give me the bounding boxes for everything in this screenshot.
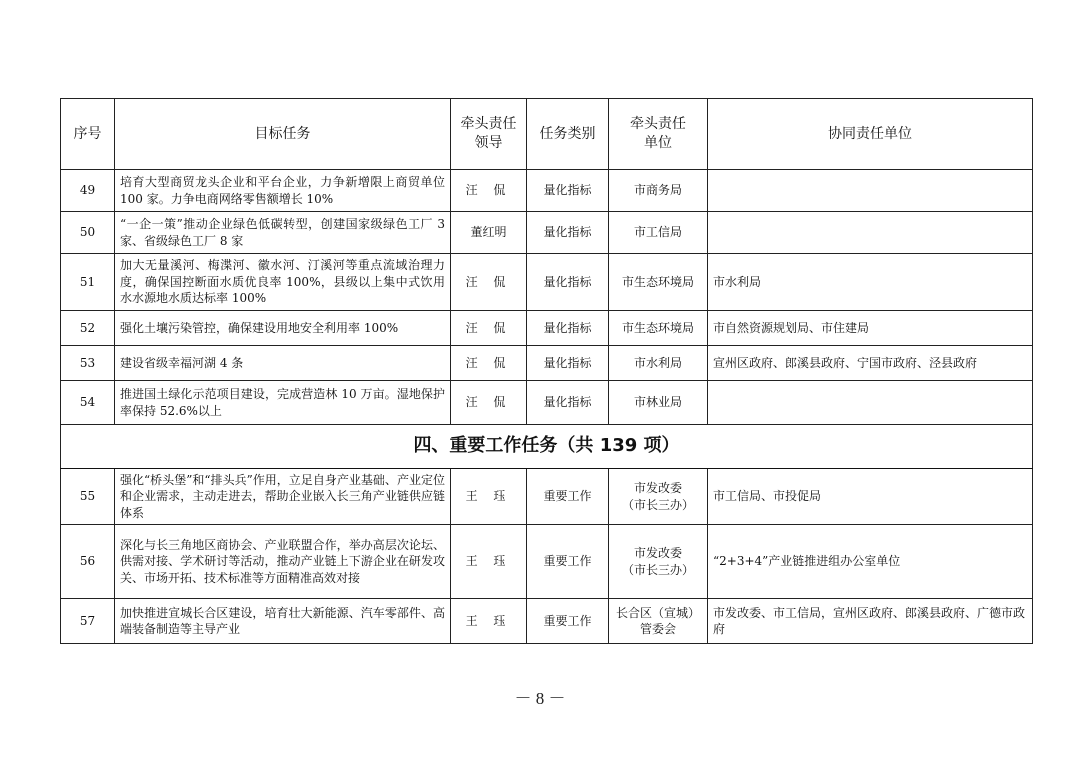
row-seq: 53	[61, 346, 115, 381]
row-cooperate: 市自然资源规划局、市住建局	[708, 311, 1033, 346]
row-unit-line2: （市长三办）	[621, 562, 694, 577]
row-leader: 王 珏	[451, 469, 527, 525]
header-seq: 序号	[61, 99, 115, 170]
row-unit: 市商务局	[609, 170, 708, 212]
table-row	[61, 311, 1033, 346]
row-type: 重要工作	[527, 599, 609, 644]
row-type: 量化指标	[527, 346, 609, 381]
row-seq: 57	[61, 599, 115, 644]
header-leader-line2: 领导	[474, 135, 503, 151]
row-task: 深化与长三角地区商协会、产业联盟合作，举办高层次论坛、供需对接、学术研讨等活动，推动产业链上下游企业在研发攻关、市场开拓、技术标准等方面精准高效对接	[115, 525, 451, 599]
row-seq: 50	[61, 212, 115, 254]
header-leader	[451, 99, 527, 170]
table-row	[61, 525, 1033, 599]
task-table	[60, 98, 1033, 644]
row-unit	[609, 469, 708, 525]
header-task: 目标任务	[115, 99, 451, 170]
row-leader: 王 珏	[451, 599, 527, 644]
row-leader: 汪 侃	[451, 346, 527, 381]
row-seq: 49	[61, 170, 115, 212]
row-task: 加大无量溪河、梅渫河、徽水河、汀溪河等重点流域治理力度，确保国控断面水质优良率 100%，县级以上集中式饮用水水源地水质达标率 100%	[115, 254, 451, 311]
row-cooperate: 市发改委、市工信局，宣州区政府、郎溪县政府、广德市政府	[708, 599, 1033, 644]
row-unit-line2: （市长三办）	[621, 497, 694, 512]
row-seq: 54	[61, 381, 115, 425]
row-leader: 汪 侃	[451, 311, 527, 346]
row-task: 加快推进宣城长合区建设，培育壮大新能源、汽车零部件、高端装备制造等主导产业	[115, 599, 451, 644]
table-header-row	[61, 99, 1033, 170]
row-seq: 51	[61, 254, 115, 311]
row-type: 量化指标	[527, 170, 609, 212]
table-row	[61, 381, 1033, 425]
table-row	[61, 170, 1033, 212]
row-leader: 王 珏	[451, 525, 527, 599]
row-leader: 汪 侃	[451, 170, 527, 212]
row-seq: 55	[61, 469, 115, 525]
row-cooperate	[708, 381, 1033, 425]
row-cooperate: “2+3+4”产业链推进组办公室单位	[708, 525, 1033, 599]
row-task: 强化土壤污染管控，确保建设用地安全利用率 100%	[115, 311, 451, 346]
row-cooperate: 市水利局	[708, 254, 1033, 311]
section-title: 四、重要工作任务（共 139 项）	[61, 425, 1033, 469]
row-task: 建设省级幸福河湖 4 条	[115, 346, 451, 381]
row-unit	[609, 599, 708, 644]
page-number: － 8 －	[514, 689, 566, 708]
row-task: 强化“桥头堡”和“排头兵”作用，立足自身产业基础、产业定位和企业需求，主动走进去，帮助企业嵌入长三角产业链供应链体系	[115, 469, 451, 525]
header-type: 任务类别	[527, 99, 609, 170]
row-unit: 市生态环境局	[609, 311, 708, 346]
row-unit: 市水利局	[609, 346, 708, 381]
header-cooperate: 协同责任单位	[708, 99, 1033, 170]
row-unit-line2: 管委会	[639, 622, 676, 636]
table-row	[61, 346, 1033, 381]
row-task: “一企一策”推动企业绿色低碳转型，创建国家级绿色工厂 3 家、省级绿色工厂 8 家	[115, 212, 451, 254]
table-row	[61, 469, 1033, 525]
row-leader: 汪 侃	[451, 254, 527, 311]
row-type: 重要工作	[527, 469, 609, 525]
row-type: 量化指标	[527, 254, 609, 311]
table-row	[61, 599, 1033, 644]
row-cooperate: 宣州区政府、郎溪县政府、宁国市政府、泾县政府	[708, 346, 1033, 381]
row-cooperate	[708, 170, 1033, 212]
header-unit-line1: 牵头责任	[630, 116, 686, 132]
row-seq: 56	[61, 525, 115, 599]
section-row	[61, 425, 1033, 469]
row-unit	[609, 525, 708, 599]
row-unit-line1: 长合区（宣城）	[615, 605, 700, 620]
row-type: 重要工作	[527, 525, 609, 599]
header-unit	[609, 99, 708, 170]
header-leader-line1: 牵头责任	[460, 116, 517, 132]
row-unit: 市工信局	[609, 212, 708, 254]
row-leader: 董红明	[451, 212, 527, 254]
table-row	[61, 212, 1033, 254]
row-type: 量化指标	[527, 212, 609, 254]
row-unit-line1: 市发改委	[633, 481, 682, 495]
row-type: 量化指标	[527, 381, 609, 425]
row-type: 量化指标	[527, 311, 609, 346]
row-seq: 52	[61, 311, 115, 346]
row-unit: 市生态环境局	[609, 254, 708, 311]
header-unit-line2: 单位	[644, 135, 672, 151]
row-cooperate: 市工信局、市投促局	[708, 469, 1033, 525]
row-unit-line1: 市发改委	[633, 546, 682, 560]
row-leader: 汪 侃	[451, 381, 527, 425]
table-row	[61, 254, 1033, 311]
row-unit: 市林业局	[609, 381, 708, 425]
row-task: 培育大型商贸龙头企业和平台企业，力争新增限上商贸单位 100 家。力争电商网络零售额增长 10%	[115, 170, 451, 212]
row-cooperate	[708, 212, 1033, 254]
row-task: 推进国土绿化示范项目建设，完成营造林 10 万亩。湿地保护率保持 52.6%以上	[115, 381, 451, 425]
